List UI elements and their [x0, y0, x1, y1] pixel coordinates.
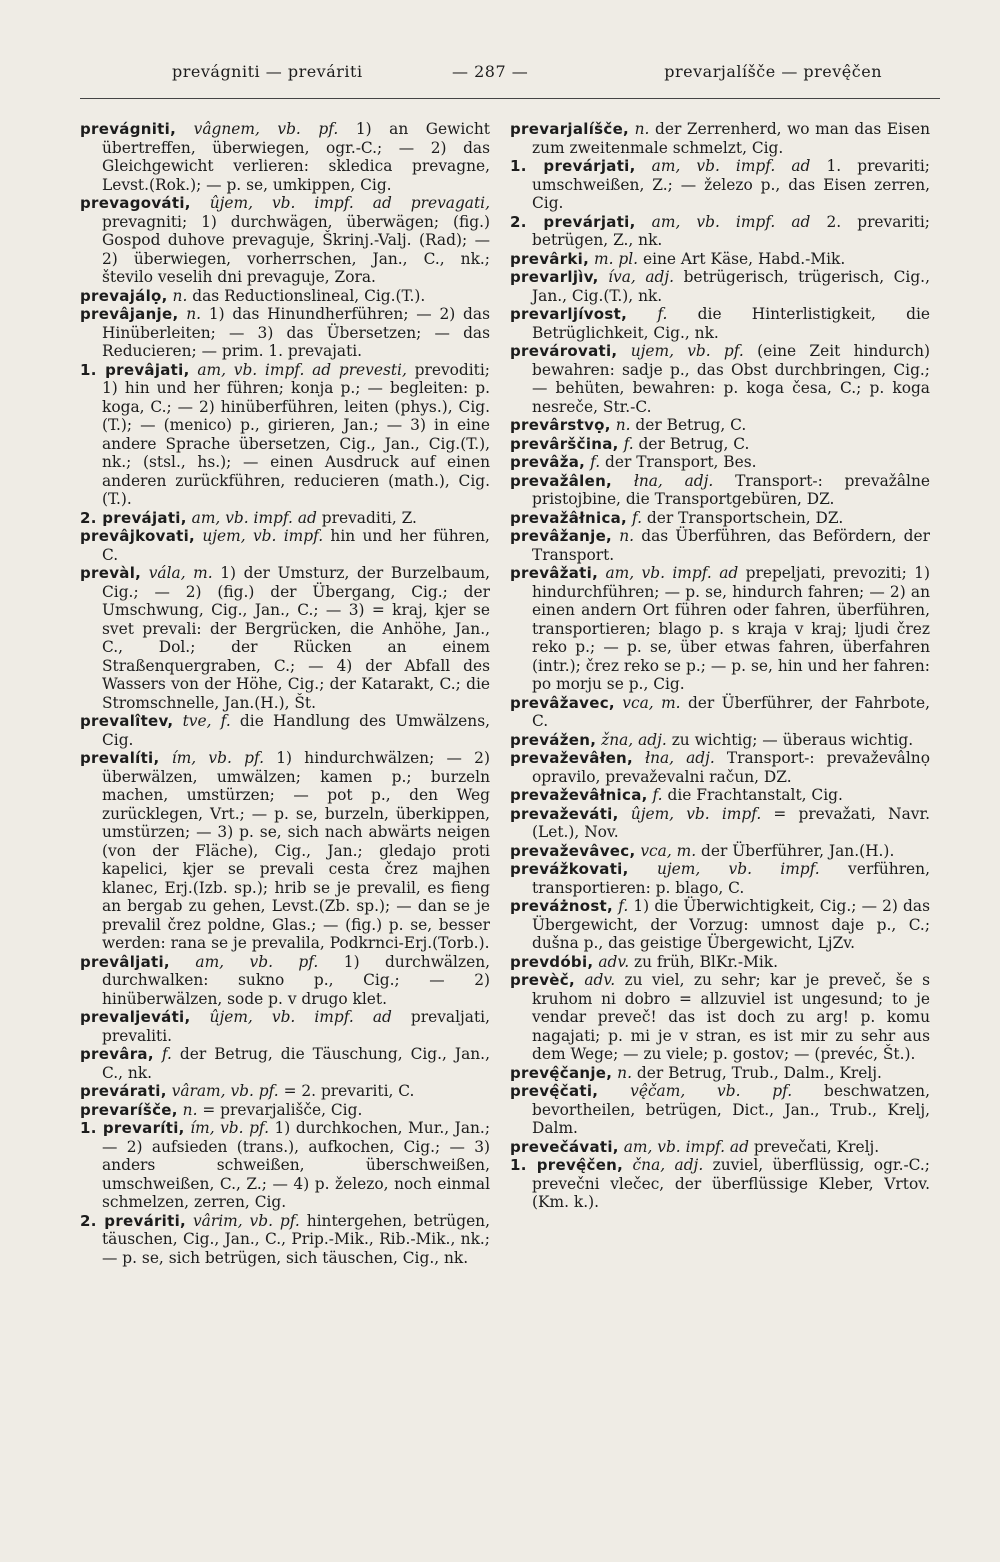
entry-definition: eine Art Käse, Habd.-Mik. — [642, 249, 846, 268]
dictionary-entry — [510, 897, 930, 953]
entry-headword: prevážen, — [510, 730, 597, 749]
entry-headword: prevarjalíšče, — [510, 120, 630, 138]
entry-headword: prevaževâłnica, — [510, 786, 648, 804]
entry-grammar: n. — [617, 1063, 632, 1082]
entry-definition: der Transportschein, DZ. — [646, 508, 844, 527]
entry-headword: prevâža, — [510, 453, 586, 471]
entry-grammar: žna, adj. — [601, 730, 667, 749]
dictionary-entry — [80, 194, 490, 287]
left-column — [80, 120, 490, 1267]
entry-headword: prevdóbi, — [510, 952, 594, 971]
dictionary-entry — [80, 120, 490, 194]
entry-headword: 1. prevárjati, — [510, 157, 636, 175]
entry-headword: prevážkovati, — [510, 860, 629, 878]
entry-definition: 1. prevariti; umschweißen, Z.; — železo p., das Eisen zerren, Cig. — [532, 157, 930, 212]
running-head-left: prevágniti — preváriti — [172, 62, 363, 81]
running-head — [80, 62, 940, 88]
dictionary-entry — [510, 953, 930, 972]
entry-definition: der Betrug, die Täuschung, Cig., Jan., C., nk. — [102, 1045, 490, 1082]
entry-definition: 1) das Hinundherführen; — 2) das Hinüberleiten; — 3) das Übersetzen; — das Reducieren; — prim. 1. prevajati. — [102, 305, 490, 360]
entry-grammar: n. — [634, 120, 650, 138]
dictionary-entry — [510, 213, 930, 250]
entry-grammar: ujem, vb. impf. — [656, 860, 820, 878]
entry-definition: 1) die Überwichtigkeit, Cig.; — 2) das Übergewicht, der Vorzug: umnost daje p., C.; dušna p., das geistige Übergewicht, LjZv. — [532, 897, 930, 952]
dictionary-entry — [510, 527, 930, 564]
entry-definition: beschwatzen, bevortheilen, betrügen, Dict., Jan., Trub., Krelj, Dalm. — [532, 1082, 930, 1137]
running-head-right: prevarjalíšče — prevę̂čen — [664, 62, 882, 81]
entry-grammar: am, vb. impf. ad — [623, 1137, 749, 1156]
entry-definition: prevečati, Krelj. — [753, 1137, 880, 1156]
entry-grammar: m. pl. — [594, 249, 639, 268]
entry-definition: Transport-: prevaževâlnọ opravilo, prevaževalni račun, DZ. — [532, 749, 930, 786]
dictionary-entry — [510, 1082, 930, 1138]
dictionary-entry — [510, 1138, 930, 1157]
entry-grammar: adv. — [584, 971, 616, 989]
dictionary-entry — [80, 1101, 490, 1120]
entry-grammar: am, vb. pf. — [195, 952, 319, 971]
dictionary-entry — [510, 1156, 930, 1212]
entry-definition: der Transport, Bes. — [605, 453, 757, 471]
entry-grammar: f. — [590, 453, 601, 471]
entry-grammar: adv. — [598, 952, 630, 971]
entry-headword: prevèč, — [510, 971, 575, 989]
entry-grammar: vę̂čam, vb. pf. — [630, 1082, 793, 1100]
entry-headword: prevalîtev, — [80, 712, 174, 730]
page-number: — 287 — — [452, 62, 529, 81]
entry-headword: 2. prevárjati, — [510, 212, 636, 231]
dictionary-entry — [80, 509, 490, 528]
dictionary-entry — [510, 860, 930, 897]
entry-grammar: ím, vb. pf. — [190, 1119, 269, 1137]
dictionary-entry — [510, 120, 930, 157]
entry-definition: zu früh, BlKr.-Mik. — [634, 952, 778, 971]
entry-definition: hintergehen, betrügen, täuschen, Cig., Jan., C., Prip.-Mik., Rib.-Mik., nk.; — p. se, sich betrügen, sich täuschen, Cig., nk. — [102, 1211, 490, 1267]
entry-headword: 1. prevâjati, — [80, 360, 190, 379]
dictionary-entry — [80, 953, 490, 1009]
dictionary-entry — [80, 305, 490, 361]
entry-grammar: f. — [657, 305, 668, 323]
dictionary-entry — [80, 1082, 490, 1101]
entry-headword: prevažâłnica, — [510, 508, 628, 527]
entry-grammar: ujem, vb. pf. — [630, 342, 744, 360]
dictionary-entry — [80, 527, 490, 564]
entry-headword: prevàl, — [80, 564, 142, 582]
entry-headword: 2. prevájati, — [80, 508, 187, 527]
entry-headword: prevâžanje, — [510, 527, 613, 545]
entry-grammar: n. — [172, 286, 188, 305]
entry-grammar: łna, adj. — [645, 749, 715, 767]
dictionary-entry — [510, 971, 930, 1064]
dictionary-entry — [510, 694, 930, 731]
entry-definition: das Überführen, das Befördern, der Transport. — [532, 527, 930, 564]
entry-grammar: n. — [186, 305, 202, 323]
entry-definition: die Frachtanstalt, Cig. — [667, 786, 843, 804]
dictionary-entry — [510, 250, 930, 269]
dictionary-entry — [510, 731, 930, 750]
entry-definition: das Reductionslineal, Cig.(T.). — [192, 286, 426, 305]
dictionary-entry — [80, 1119, 490, 1212]
entry-headword: prevágniti, — [80, 120, 177, 138]
dictionary-entry — [510, 1064, 930, 1083]
entry-headword: prevarljívost, — [510, 305, 628, 323]
entry-grammar: łna, adj. — [633, 471, 714, 490]
entry-definition: prevagniti; 1) durchwägen, überwägen; (fig.) Gospod duhove prevaguje, Škrinj.-Valj. (Rad); — 2) überwiegen, vorherrschen, Jan., C., nk.; število veselih dni prevaguje, Zora. — [102, 212, 490, 286]
entry-grammar: ûjem, vb. impf. ad prevagati, — [209, 194, 490, 212]
entry-grammar: vâgnem, vb. pf. — [193, 120, 339, 138]
entry-definition: zu viel, zu sehr; kar je preveč, še s kruhom ni dobro = allzuviel ist ungesund; to je vendar preveč! das ist doch zu arg! p. komu nagajati; p. mi je v stran, es ist mir zu sehr aus dem Wege; — zu viele; p. gostov; — (prevéc, Št.). — [532, 971, 930, 1063]
entry-grammar: am, vb. impf. ad — [651, 212, 811, 231]
entry-headword: prevę̂čanje, — [510, 1063, 613, 1082]
entry-definition: 1) der Umsturz, der Burzelbaum, Cig.; — 2) (fig.) der Übergang, Cig.; der Umschwung, Cig., Jan., C.; — 3) = kraj, kjer se svet prevali: der Bergrücken, die Anhöhe, Jan., C., Dol.; der Rücken an einem Straßenquergraben, C.; — 4) der Abfall des Wassers von der Höhe, Cig.; der Katarakt, C.; die Stromschnelle, Jan.(H.), Št. — [102, 564, 490, 712]
entry-headword: prevâžati, — [510, 564, 599, 582]
entry-headword: prevâjkovati, — [80, 527, 196, 545]
entry-grammar: ûjem, vb. impf. ad — [209, 1008, 392, 1026]
entry-definition: prevaljati, prevaliti. — [102, 1008, 490, 1045]
entry-grammar: f. — [618, 897, 629, 915]
entry-headword: 1. prevę̂čen, — [510, 1156, 624, 1174]
entry-grammar: am, vb. impf. ad — [605, 564, 739, 582]
dictionary-entry — [510, 268, 930, 305]
entry-grammar: f. — [652, 786, 663, 804]
dictionary-entry — [510, 157, 930, 213]
entry-definition: 1) hindurchwälzen; — 2) überwälzen, umwälzen; kamen p.; burzeln machen, umstürzen; — pot p., den Weg zurücklegen, Vrt.; — p. se, burzeln, überkippen, umstürzen; — 3) p. se, sich nach abwärts neigen (von der Fläche), Cig., Jan.; gledajo proti kapelici, kjer se prevali cesta črez majhen klanec, Erj.(Izb. sp.); hrib se je prevalil, es fieng an bergab zu gehen, Levst.(Zb. sp.); — dan se je prevalil črez poldne, Glas.; — (fig.) p. se, besser werden: rana se je prevalila, Podkrnci-Erj.(Torb.). — [102, 749, 490, 952]
entry-headword: preváżnost, — [510, 897, 614, 915]
entry-definition: der Zerrenherd, wo man das Eisen zum zweitenmale schmelzt, Cig. — [532, 120, 930, 157]
dictionary-entry — [510, 453, 930, 472]
dictionary-entry — [80, 361, 490, 509]
entry-definition: zu wichtig; — überaus wichtig. — [671, 730, 914, 749]
entry-definition: = prevažati, Navr.(Let.), Nov. — [532, 804, 930, 841]
entry-headword: 2. preváriti, — [80, 1211, 187, 1230]
entry-headword: 1. prevaríti, — [80, 1119, 185, 1137]
entry-definition: = prevarjališče, Cig. — [202, 1100, 363, 1119]
entry-definition: die Handlung des Umwälzens, Cig. — [102, 712, 490, 749]
dictionary-entry — [510, 509, 930, 528]
entry-headword: prevaževâvec, — [510, 841, 636, 860]
entry-definition: = 2. prevariti, C. — [283, 1082, 415, 1100]
entry-grammar: am, vb. impf. ad — [651, 157, 811, 175]
entry-headword: prevâžavec, — [510, 693, 615, 712]
dictionary-entry — [510, 842, 930, 861]
entry-grammar: vca, m. — [640, 841, 697, 860]
entry-headword: prevalíti, — [80, 749, 160, 767]
entry-grammar: ím, vb. pf. — [171, 749, 264, 767]
entry-grammar: vâram, vb. pf. — [171, 1082, 279, 1100]
entry-grammar: vála, m. — [148, 564, 213, 582]
dictionary-entry — [80, 287, 490, 306]
entry-definition: zuviel, überflüssig, ogr.-C.; prevečni vlečec, der überflüssige Kleber, Vrtov.(Km. k.). — [532, 1156, 930, 1211]
entry-headword: prevaževáti, — [510, 804, 619, 823]
entry-definition: (eine Zeit hindurch) bewahren: sadje p., das Obst durchbringen, Cig.; — behüten, bewahren: p. koga česa, C.; p. koga nesreče, Str.-C. — [532, 342, 930, 416]
entry-headword: prevaljeváti, — [80, 1008, 191, 1026]
entry-headword: prevažâlen, — [510, 471, 613, 490]
entry-grammar: am, vb. impf. ad prevesti, — [197, 360, 407, 379]
dictionary-entry — [510, 435, 930, 454]
dictionary-entry — [510, 564, 930, 694]
entry-definition: prepeljati, prevoziti; 1) hindurchführen; — p. se, hindurch fahren; — 2) an einen andern Ort führen oder fahren, überführen, transportieren; blago p. s kraja v kraj; ljudi črez reko p.; — p. se, über etwas fahren, überfahren (intr.); črez reko se p.; — p. se, hin und her fahren: po morju se p., Cig. — [532, 564, 930, 693]
entry-headword: prevarljìv, — [510, 268, 599, 286]
entry-headword: prevârstvọ, — [510, 416, 611, 434]
entry-headword: prevárati, — [80, 1082, 167, 1100]
entry-grammar: f. — [631, 508, 643, 527]
dictionary-entry — [510, 472, 930, 509]
entry-definition: verführen, transportieren: p. blago, C. — [532, 860, 930, 897]
entry-definition: der Überführer, Jan.(H.). — [701, 841, 895, 860]
entry-grammar: vârim, vb. pf. — [192, 1211, 300, 1230]
entry-definition: 1) an Gewicht übertreffen, überwiegen, ogr.-C.; — 2) das Gleichgewicht verlieren: skledica prevagne, Levst.(Rok.); — p. se, umkippen, Cig. — [102, 120, 490, 194]
dictionary-entry — [80, 712, 490, 749]
dictionary-entry — [510, 786, 930, 805]
dictionary-entry — [510, 305, 930, 342]
dictionary-entry — [80, 749, 490, 953]
dictionary-entry — [80, 1008, 490, 1045]
entry-definition: die Hinterlistigkeit, die Betrüglichkeit, Cig., nk. — [532, 305, 930, 342]
entry-grammar: n. — [615, 416, 631, 434]
entry-headword: prevâjanje, — [80, 305, 179, 323]
dictionary-entry — [80, 564, 490, 712]
entry-headword: prevę̂čati, — [510, 1082, 599, 1100]
entry-definition: der Betrug, C. — [638, 434, 750, 453]
entry-headword: prevajálọ, — [80, 286, 168, 305]
entry-definition: der Betrug, Trub., Dalm., Krelj. — [636, 1063, 882, 1082]
entry-headword: prevagováti, — [80, 194, 191, 212]
entry-definition: Transport-: prevažâlne pristojbine, die Transportgebüren, DZ. — [532, 471, 930, 508]
entry-definition: prevaditi, Z. — [321, 508, 417, 527]
entry-headword: prevâra, — [80, 1045, 154, 1063]
dictionary-entry — [510, 416, 930, 435]
entry-headword: prevâljati, — [80, 952, 170, 971]
entry-definition: 2. prevariti; betrügen, Z., nk. — [532, 212, 930, 249]
entry-headword: prevečávati, — [510, 1137, 619, 1156]
entry-definition: der Überführer, der Fahrbote, C. — [532, 693, 930, 730]
entry-headword: prevárovati, — [510, 342, 618, 360]
dictionary-entry — [510, 749, 930, 786]
entry-definition: 1) durchwälzen, durchwalken: sukno p., Cig.; — 2) hinüberwälzen, sode p. v drugo klet. — [102, 952, 490, 1008]
entry-grammar: ujem, vb. impf. — [202, 527, 324, 545]
entry-headword: prevârki, — [510, 249, 590, 268]
header-rule — [80, 98, 940, 99]
entry-headword: prevaževâłen, — [510, 749, 634, 767]
entry-headword: prevaríšče, — [80, 1100, 178, 1119]
dictionary-entry — [80, 1045, 490, 1082]
entry-grammar: n. — [182, 1100, 198, 1119]
entry-definition: hin und her führen, C. — [102, 527, 490, 564]
entry-grammar: čna, adj. — [632, 1156, 704, 1174]
entry-grammar: íva, adj. — [608, 268, 675, 286]
entry-definition: der Betrug, C. — [635, 416, 747, 434]
right-column — [510, 120, 930, 1212]
dictionary-entry — [510, 342, 930, 416]
entry-grammar: f. — [161, 1045, 172, 1063]
entry-definition: betrügerisch, trügerisch, Cig., Jan., Cig.(T.), nk. — [532, 268, 930, 305]
dictionary-entry — [510, 805, 930, 842]
entry-grammar: f. — [623, 434, 634, 453]
entry-headword: prevârščina, — [510, 434, 619, 453]
entry-grammar: n. — [619, 527, 635, 545]
entry-grammar: vca, m. — [622, 693, 681, 712]
entry-definition: prevoditi; 1) hin und her führen; konja p.; — begleiten: p. koga, C.; — 2) hinüberführen, leiten (phys.), Cig.(T.); — (menico) p., girieren, Jan.; — 3) in eine andere Sprache übersetzen, Cig., Jan., Cig.(T.), nk.; (stsl., hs.); — einen Ausdruck auf einen anderen zurückführen, reducieren (math.), Cig.(T.). — [102, 360, 490, 508]
dictionary-entry — [80, 1212, 490, 1268]
entry-grammar: ûjem, vb. impf. — [630, 804, 762, 823]
entry-definition: 1) durchkochen, Mur., Jan.; — 2) aufsieden (trans.), aufkochen, Cig.; — 3) anders schweißen, überschweißen, umschweißen, C., Z.; — 4) p. železo, noch einmal schmelzen, zerren, Cig. — [102, 1119, 491, 1211]
entry-grammar: am, vb. impf. ad — [191, 508, 317, 527]
entry-grammar: tve, f. — [182, 712, 231, 730]
